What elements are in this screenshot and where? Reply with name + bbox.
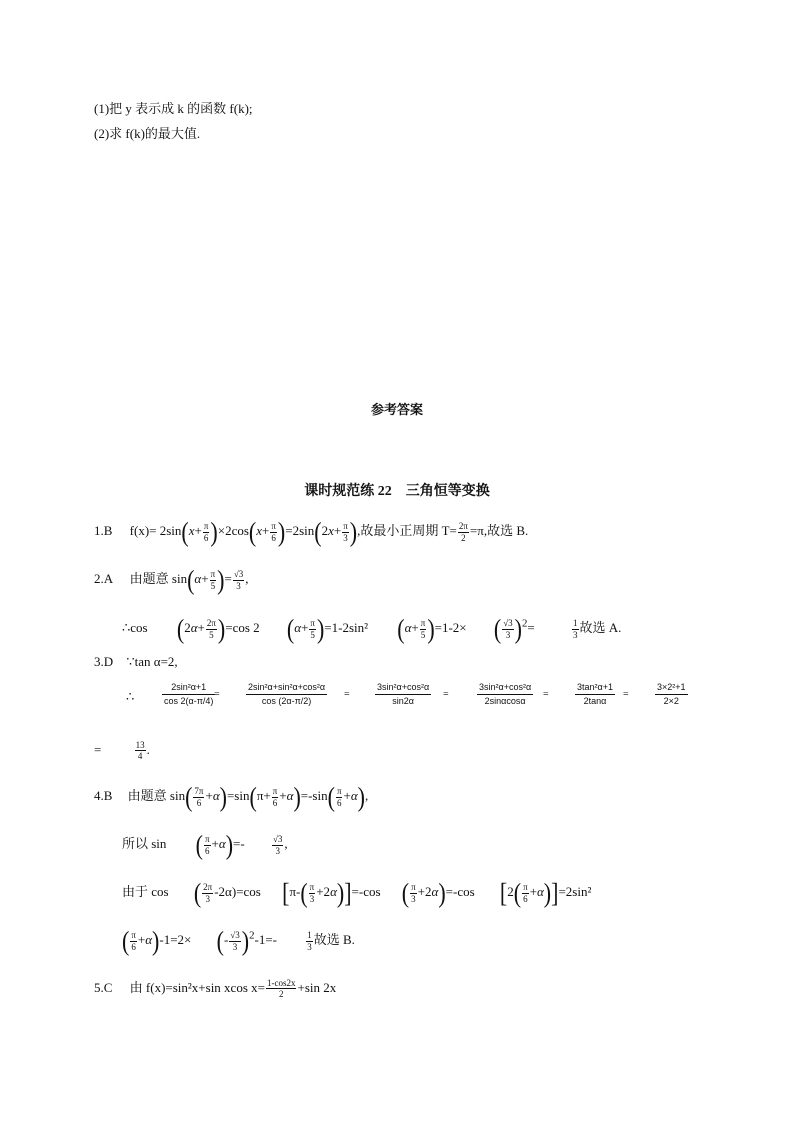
answer-4-line3-1: 由于 cos — [122, 883, 169, 899]
answer-5 — [94, 978, 336, 1000]
answer-2-line-2: ∴cos (2α+ $\frac{2\pi}{5}$ )=cos 2 (α+ $\frac{\pi}{5}$ )=1-2sin² (α+ $\frac{\pi}{5}$ )=1-2× ( $\frac{√3}{3}$ )$^2$= $\frac{1}{3}$ 故选 A. — [122, 612, 622, 644]
answer-3-text-1: ∵tan α=2, — [126, 654, 178, 669]
fraction-2pi-2: $\frac{2\pi}{2}$ — [458, 521, 468, 543]
answer-4-line3-3: =-cos — [351, 883, 381, 899]
equals: = — [224, 570, 232, 586]
answer-4-label: 4.B — [94, 787, 113, 803]
answer-1-text-4: ,故最小正周期 T= — [357, 522, 457, 538]
fraction-pi-6f: $\frac{\pi}{6}$ — [523, 882, 528, 904]
answer-2-line2-1: ∴cos — [122, 619, 148, 635]
fraction-pi-3: $\frac{\pi}{3}$ — [343, 521, 348, 543]
fraction-a3-4: $\frac{\text{3sin²α+cos²α}}{2\sin\alpha\cos\alpha}$ — [479, 682, 532, 706]
answer-2-label: 2.A — [94, 570, 113, 586]
fraction-1mcos2x-2: $\frac{1-\cos 2x}{2}$ — [266, 978, 296, 1000]
fraction-a3-5: $\frac{\text{3tan²α+1}}{2\tan\alpha}$ — [577, 682, 613, 706]
equals-1: = — [214, 689, 220, 700]
answer-4-text-2: =sin — [226, 787, 250, 803]
fraction-pi-6d: $\frac{\pi}{6}$ — [336, 786, 342, 808]
answer-4-line-2: 所以 sin ( $\frac{\pi}{6}$ +α)=- $\frac{√3}{3}$ , — [122, 828, 288, 860]
answer-1-text-5: =π,故选 B. — [469, 522, 529, 538]
fraction-2pi-3: $\frac{2\pi}{3}$ — [203, 882, 213, 904]
answer-2-line2-6: 故选 A. — [579, 619, 622, 635]
answer-1-text-2: ×2cos — [217, 522, 249, 538]
fraction-pi-5b: $\frac{\pi}{5}$ — [310, 618, 315, 640]
answer-4-text-3: =-sin — [300, 787, 328, 803]
fraction-pi-6b: $\frac{\pi}{6}$ — [271, 521, 276, 543]
answer-4-line-3: 由于 cos ( $\frac{2\pi}{3}$ -2α)=cos [π-( $\frac{\pi}{3}$ +2α)]=-cos ( $\frac{\pi}{3}$ +2α)=-cos [2( $\frac{\pi}{6}$ +α)]=2sin² — [122, 876, 592, 908]
answer-1-label: 1.B — [94, 522, 113, 538]
section-title: 课时规范练 22 三角恒等变换 — [304, 484, 490, 499]
fraction-13-4: $\frac{13}{4}$ — [135, 740, 145, 762]
paren-left: ( — [181, 515, 189, 547]
fraction-a3-2: $\frac{\text{2sin²α+sin²α+cos²α}}{\cos (2\alpha-\pi/2)}$ — [248, 682, 326, 706]
answer-1-text-1: f(x)= 2sin — [129, 522, 182, 538]
fraction-sqrt3-3: $\frac{√3}{3}$ — [233, 569, 244, 591]
equals-4: = — [543, 689, 549, 700]
answers-title: 参考答案 — [370, 402, 423, 417]
answer-2-text-1: 由题意 sin — [129, 570, 188, 586]
answer-5-text-2: +sin 2x — [297, 979, 337, 995]
answer-4-line3-2: -2α)=cos — [214, 883, 261, 899]
fraction-1-3b: $\frac{1}{3}$ — [307, 930, 312, 952]
answer-4-text-1: 由题意 sin — [127, 787, 186, 803]
answer-4-line4-1: -1=2× — [159, 931, 192, 947]
answer-4-line4-3: 故选 B. — [313, 931, 355, 947]
equals-3: = — [443, 689, 449, 700]
answer-4-line4-2: -1=- — [254, 931, 277, 947]
answer-1: 1.B f(x)= 2sin(x+ $\frac{\pi}{6}$ )×2cos(x+ $\frac{\pi}{6}$ )=2sin(2x+ $\frac{\pi}{3}$ ),故最小正周期 T= $\frac{2\pi}{2}$ =π,故选 B. — [94, 515, 529, 547]
answer-2-line2-4: =1-2× — [434, 619, 467, 635]
fraction-pi-6g: $\frac{\pi}{6}$ — [131, 930, 136, 952]
answer-2: 2.A 由题意 sin(α+ $\frac{\pi}{5}$ )= $\frac{√3}{3}$ , — [94, 563, 249, 595]
equals-5: = — [623, 689, 629, 700]
answer-5-text-1: 由 f(x)=sin²x+sin xcos x= — [129, 979, 265, 995]
answer-4: 4.B 由题意 sin( $\frac{7\pi}{6}$ +α)=sin(π+ $\frac{\pi}{6}$ +α)=-sin( $\frac{\pi}{6}$ +α), — [94, 780, 369, 812]
fraction-pi-5c: $\frac{\pi}{5}$ — [420, 618, 426, 640]
answer-3-result: = $\frac{13}{4}$ . — [94, 740, 150, 762]
answer-5-label: 5.C — [94, 979, 113, 995]
fraction-a3-6: $\frac{\text{3×2²+1}}{2\times 2}$ — [657, 682, 686, 706]
answer-2-line2-2: =cos 2 — [225, 619, 260, 635]
answer-1-text-3: =2sin — [285, 522, 315, 538]
fraction-7pi-6: $\frac{7\pi}{6}$ — [194, 786, 204, 808]
answer-4-line2-2: =- — [233, 835, 245, 851]
fraction-1-3: $\frac{1}{3}$ — [573, 618, 578, 640]
fraction-sqrt3-3d: $\frac{√3}{3}$ — [230, 930, 240, 952]
fraction-pi-3b: $\frac{\pi}{3}$ — [309, 882, 315, 904]
answer-4-line-4: ( $\frac{\pi}{6}$ +α)-1=2× (- $\frac{√3}{3}$ )$^2$-1=- $\frac{1}{3}$ 故选 B. — [122, 924, 355, 956]
answer-4-line2-1: 所以 sin — [122, 835, 167, 851]
question-2: (2)求 f(k)的最大值. — [94, 126, 201, 141]
fraction-pi-6: $\frac{\pi}{6}$ — [203, 521, 209, 543]
fraction-sqrt3-3c: $\frac{√3}{3}$ — [272, 834, 283, 856]
fraction-a3-1: $\frac{\text{2sin²α+1}}{\cos 2(\alpha-\pi/4)}$ — [164, 682, 214, 706]
fraction-sqrt3-3b: $\frac{√3}{3}$ — [503, 618, 513, 640]
equals-result: = — [94, 741, 102, 757]
fraction-a3-3: $\frac{\text{3sin²α+cos²α}}{\sin 2\alpha}$ — [377, 682, 430, 706]
answer-4-line3-4: =-cos — [445, 883, 475, 899]
answer-3-therefore: ∴ — [126, 689, 135, 704]
fraction-pi-5: $\frac{\pi}{5}$ — [210, 569, 216, 591]
answer-2-line2-3: =1-2sin² — [324, 619, 369, 635]
equals-2: = — [344, 689, 350, 700]
question-1: (1)把 y 表示成 k 的函数 f(k); — [94, 101, 253, 116]
answer-2-line2-5: = — [527, 619, 535, 635]
answer-4-line3-5: =2sin² — [558, 883, 592, 899]
fraction-2pi-5: $\frac{2\pi}{5}$ — [206, 618, 216, 640]
fraction-pi-3c: $\frac{\pi}{3}$ — [411, 882, 416, 904]
fraction-pi-6c: $\frac{\pi}{6}$ — [272, 786, 278, 808]
fraction-pi-6e: $\frac{\pi}{6}$ — [205, 834, 210, 856]
answer-3-label: 3.D — [94, 654, 114, 669]
answer-3 — [94, 655, 178, 668]
